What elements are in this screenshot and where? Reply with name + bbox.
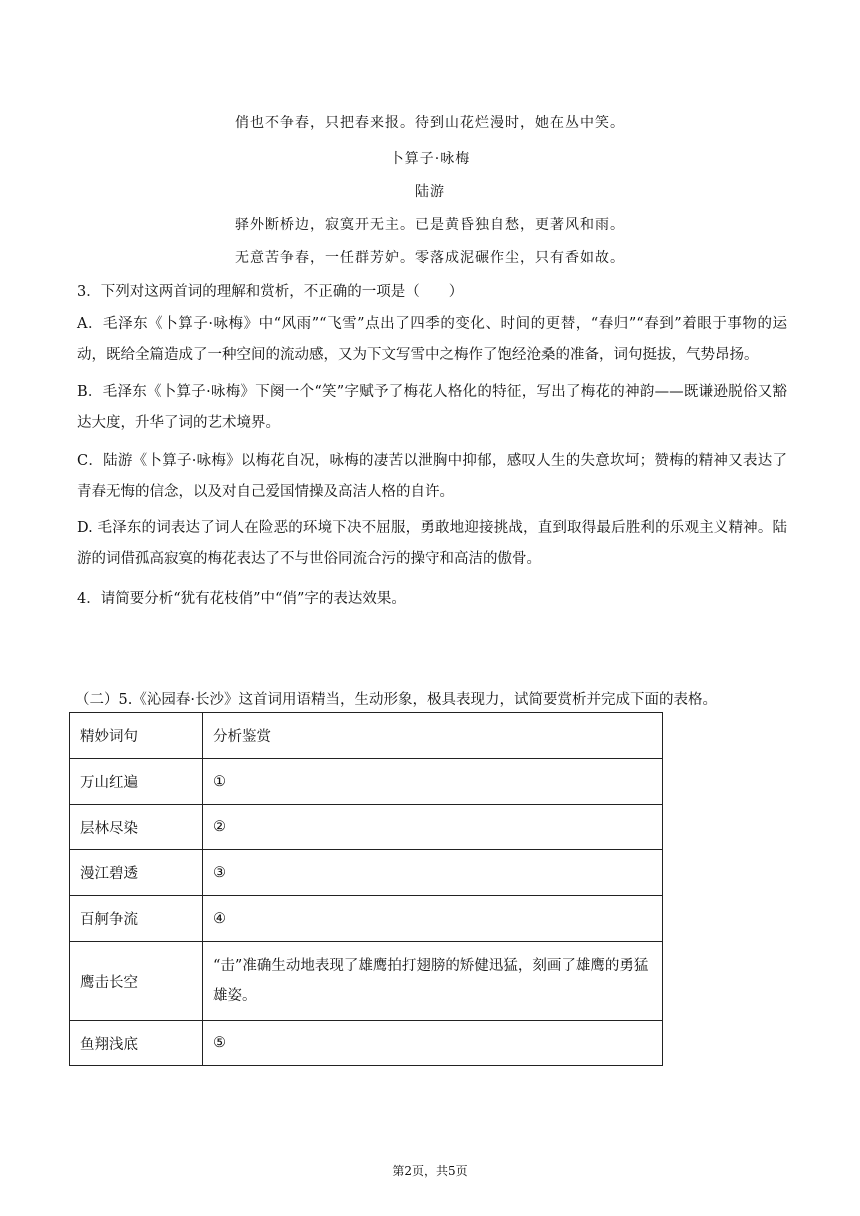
table-header-cell: 精妙词句 bbox=[70, 713, 203, 759]
table-cell-phrase: 鱼翔浅底 bbox=[70, 1021, 203, 1066]
table-row bbox=[70, 896, 663, 942]
table-cell-analysis: ⑤ bbox=[203, 1021, 663, 1066]
question-3-stem: 3．下列对这两首词的理解和赏析，不正确的一项是（ ） bbox=[77, 284, 464, 300]
table-row bbox=[70, 805, 663, 850]
table-row bbox=[70, 850, 663, 896]
poem-title: 卜算子·咏梅 bbox=[389, 151, 471, 167]
option-a: A．毛泽东《卜算子·咏梅》中“风雨”“飞雪”点出了四季的变化、时间的更替，“春归”“春到”着眼于事物的运动，既给全篇造成了一种空间的流动感，又为下文写雪中之梅作了饱经沧桑的准备，词句挺拔，气势昂扬。 bbox=[77, 316, 787, 363]
appreciation-table bbox=[69, 712, 663, 1066]
table-cell-phrase: 层林尽染 bbox=[70, 805, 203, 850]
table-cell-phrase: 万山红遍 bbox=[70, 759, 203, 805]
table-cell-phrase: 漫江碧透 bbox=[70, 850, 203, 896]
option-c: C．陆游《卜算子·咏梅》以梅花自况，咏梅的凄苦以泄胸中抑郁，感叹人生的失意坎坷；赞梅的精神又表达了青春无悔的信念，以及对自己爱国情操及高洁人格的自许。 bbox=[77, 453, 787, 500]
table-cell-analysis: ② bbox=[203, 805, 663, 850]
table-header-cell: 分析鉴赏 bbox=[203, 713, 663, 759]
question-4-stem: 4．请简要分析“犹有花枝俏”中“俏”字的表达效果。 bbox=[77, 591, 406, 607]
table-row bbox=[70, 942, 663, 1021]
poem-line-2: 无意苦争春，一任群芳妒。零落成泥碾作尘，只有香如故。 bbox=[235, 250, 625, 266]
question-5-stem: （二）5.《沁园春·长沙》这首词用语精当，生动形象，极具表现力，试简要赏析并完成下面的表格。 bbox=[75, 692, 717, 708]
table-header-row bbox=[70, 713, 663, 759]
table-cell-phrase: 鹰击长空 bbox=[70, 942, 203, 1021]
table-cell-analysis: ③ bbox=[203, 850, 663, 896]
page-number: 第2页，共5页 bbox=[392, 1164, 468, 1178]
table-cell-analysis: “击”准确生动地表现了雄鹰拍打翅膀的矫健迅猛，刻画了雄鹰的勇猛雄姿。 bbox=[203, 942, 663, 1021]
table-cell-phrase: 百舸争流 bbox=[70, 896, 203, 942]
table-row bbox=[70, 1021, 663, 1066]
poem1-last-line: 俏也不争春，只把春来报。待到山花烂漫时，她在丛中笑。 bbox=[235, 115, 625, 131]
table-cell-analysis: ① bbox=[203, 759, 663, 805]
poem-line-1: 驿外断桥边，寂寞开无主。已是黄昏独自愁，更著风和雨。 bbox=[235, 217, 625, 233]
option-d: D. 毛泽东的词表达了词人在险恶的环境下决不屈服，勇敢地迎接挑战，直到取得最后胜利的乐观主义精神。陆游的词借孤高寂寞的梅花表达了不与世俗同流合污的操守和高洁的傲骨。 bbox=[77, 520, 787, 567]
poem-author: 陆游 bbox=[415, 184, 445, 200]
table-cell-analysis: ④ bbox=[203, 896, 663, 942]
option-b: B．毛泽东《卜算子·咏梅》下阕一个“笑”字赋予了梅花人格化的特征，写出了梅花的神韵——既谦逊脱俗又豁达大度，升华了词的艺术境界。 bbox=[77, 384, 787, 431]
table-row bbox=[70, 759, 663, 805]
